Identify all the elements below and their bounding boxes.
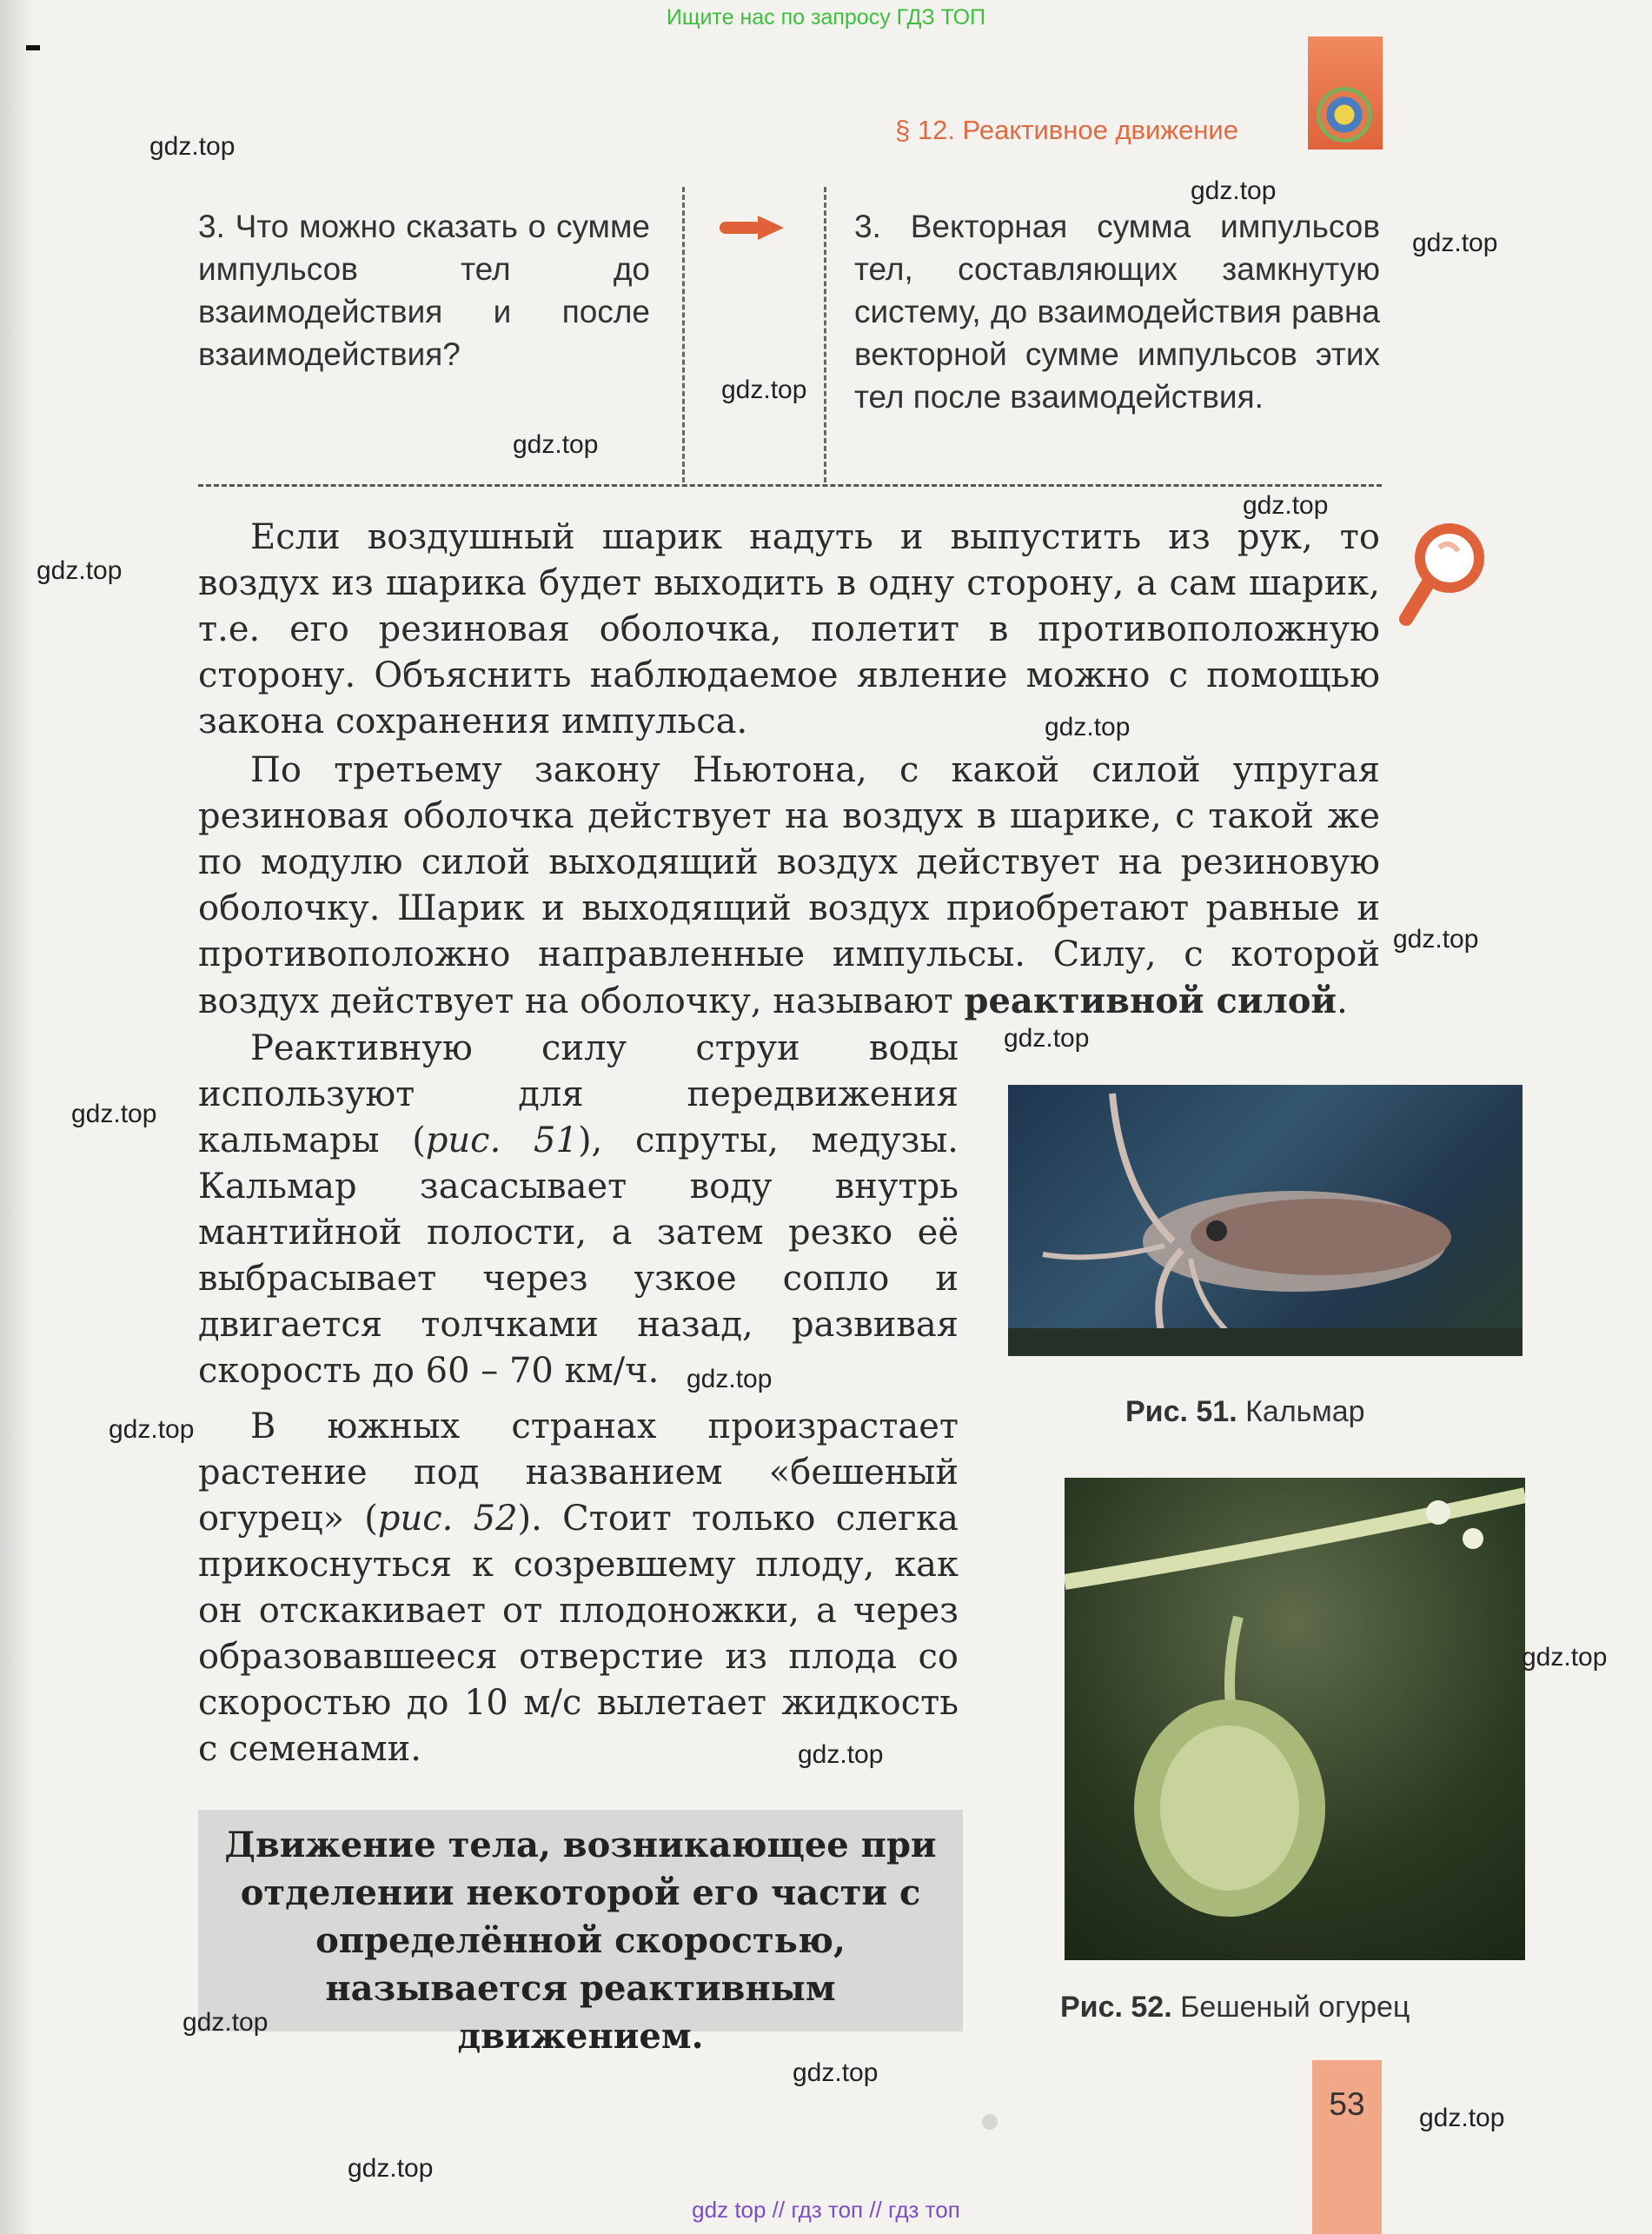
paragraph-squid — [198, 1026, 959, 1394]
paragraph-text: . — [1337, 981, 1348, 1021]
watermark: gdz.top — [793, 2058, 879, 2087]
squid-illustration — [1008, 1085, 1523, 1356]
watermark: gdz.top — [1045, 713, 1131, 741]
figure-reference: рис. 52 — [377, 1499, 518, 1539]
top-banner[interactable]: Ищите нас по запросу ГДЗ ТОП — [666, 5, 986, 30]
watermark: gdz.top — [513, 430, 599, 459]
watermark: gdz.top — [1191, 176, 1277, 205]
corner-mark — [26, 45, 40, 50]
figure-caption — [1125, 1395, 1365, 1429]
page-fold-shadow — [0, 0, 33, 2234]
cucumber-illustration — [1065, 1478, 1525, 1960]
figure-cucumber-image — [1065, 1478, 1525, 1960]
watermark: gdz.top — [1419, 2104, 1505, 2132]
figure-title: Кальмар — [1245, 1395, 1365, 1428]
watermark: gdz.top — [687, 1365, 773, 1393]
watermark: gdz.top — [71, 1100, 157, 1128]
magnifier-icon — [1399, 522, 1486, 643]
paragraph-text: В южных странах произрастает растение под названием «бешеный огурец» ( — [198, 1406, 959, 1539]
paragraph-text: Реактивную силу струи воды используют для передвижения кальмары ( — [198, 1028, 959, 1160]
paragraph-text: ), спруты, медузы. Кальмар засасывает воду внутрь мантийной полости, а затем резко её выбрасывает через узкое сопло и двигается толчками назад, развивая скорость до 60 – 70 км/ч. — [198, 1120, 959, 1391]
emblem-icon — [1317, 87, 1372, 143]
figure-caption — [1060, 1991, 1410, 2025]
paragraph-text: По третьему закону Ньютона, с какой силой упругая резиновая оболочка действует на воздух в шарике, с такой же по модулю силой выходящий воздух действует на резиновую оболочку. Шарик и выходящий воздух приобретают равные и противоположно направленные импульсы. Силу, с которой воздух действует на оболочку, называют — [198, 750, 1380, 1021]
qa-answer: 3. Векторная сумма импульсов тел, составляющих замкнутую систему, до взаимодействия равна векторной сумме импульсов этих тел после взаимодействия. — [854, 209, 1380, 415]
page-number: 53 — [1329, 2086, 1365, 2122]
figure-number: Рис. 51. — [1125, 1395, 1237, 1428]
watermark: gdz.top — [182, 2008, 269, 2037]
watermark: gdz.top — [1412, 229, 1498, 257]
arrow-right-icon — [720, 216, 784, 240]
figure-title: Бешеный огурец — [1180, 1991, 1410, 2024]
figure-reference: рис. 51 — [425, 1120, 578, 1160]
definition-text: Движение тела, возникающее при отделении некоторой его части с определённой скоростью, называется реактивным движением. — [224, 1825, 937, 2057]
watermark: gdz.top — [721, 376, 807, 404]
watermark: gdz.top — [348, 2154, 434, 2183]
qa-bottom-border — [198, 484, 1382, 487]
term-reactive-force: реактивной силой — [964, 981, 1337, 1021]
watermark: gdz.top — [1004, 1024, 1090, 1053]
qa-divider — [824, 187, 826, 482]
qa-question: 3. Что можно сказать о сумме импульсов тел до взаимодействия и после взаимодействия? — [198, 209, 650, 372]
paragraph-cucumber — [198, 1404, 959, 1772]
paragraph-newton — [198, 748, 1380, 1025]
watermark: gdz.top — [109, 1415, 195, 1444]
watermark: gdz.top — [1393, 925, 1479, 954]
footer-links[interactable]: gdz top // гдз топ // гдз топ — [692, 2197, 960, 2223]
watermark: gdz.top — [1243, 491, 1329, 520]
paragraph-balloon: Если воздушный шарик надуть и выпустить из рук, то воздух из шарика будет выходить в одну сторону, а сам шарик, т.е. его резиновая оболочка, полетит в противоположную сторону. Объяснить наблюдаемое явление можно с помощью закона сохранения импульса. — [198, 517, 1380, 741]
paragraph-text: ). Стоит только слегка прикоснуться к созревшему плоду, как он отскакивает от плодоножки, а через образовавшееся отверстие из плода со скоростью до 10 м/с вылетает жидкость с семенами. — [198, 1499, 959, 1769]
watermark: gdz.top — [1522, 1643, 1608, 1672]
watermark: gdz.top — [36, 556, 123, 585]
section-title: § 12. Реактивное движение — [895, 115, 1238, 145]
decorative-dot — [982, 2114, 998, 2130]
figure-number: Рис. 52. — [1060, 1991, 1172, 2024]
qa-divider — [682, 187, 685, 482]
watermark: gdz.top — [798, 1740, 884, 1769]
watermark: gdz.top — [149, 132, 236, 161]
figure-squid-image — [1008, 1085, 1523, 1356]
